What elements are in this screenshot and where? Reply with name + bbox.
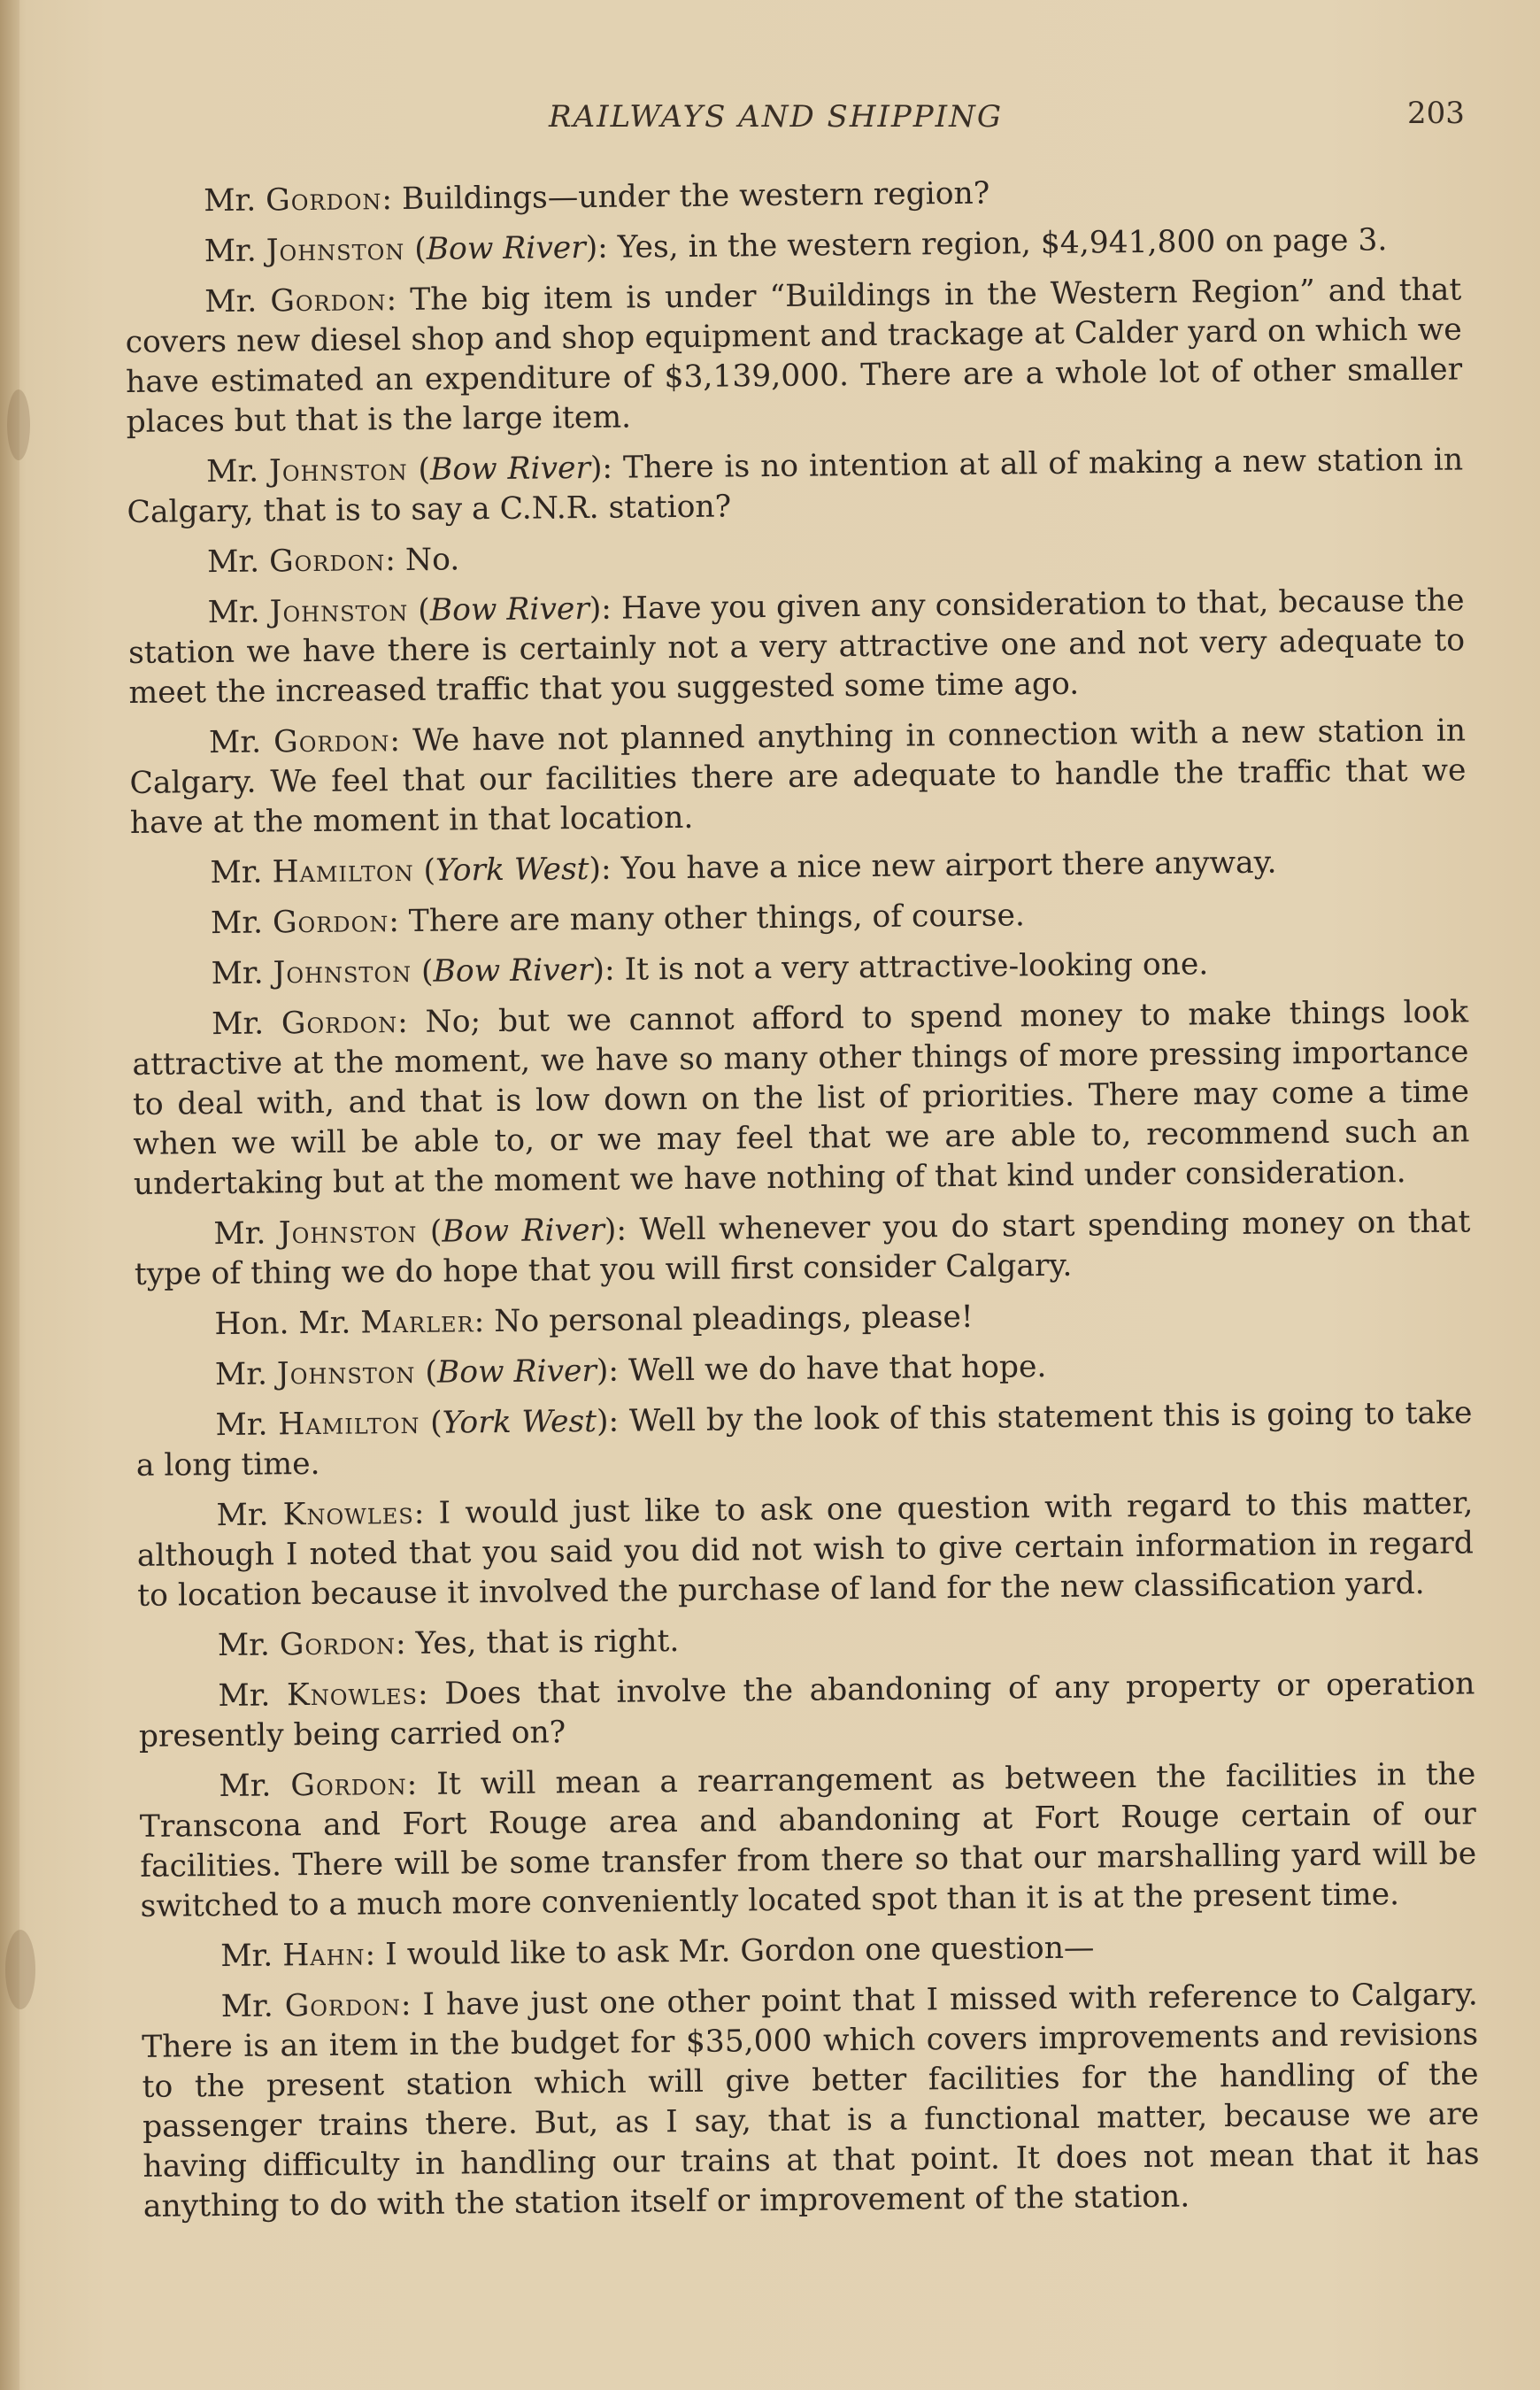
transcript-paragraph [138, 1614, 1475, 1666]
speaker-riding: Bow River [442, 1212, 605, 1250]
transcript-paragraph: Mr. Hamilton (York West): Well by the look of this statement this is going to take a long time. [135, 1395, 1473, 1484]
speech-text: : You have a nice new airport there anyway. [600, 844, 1277, 887]
speech-text: : We have not planned anything in connection with a new station in Calgary. We feel that our facilities there are adequate to handle the traffic that we have at the moment in that location. [129, 713, 1467, 841]
speaker-name: Knowles [286, 1676, 419, 1714]
speaker-name: Knowles [282, 1495, 414, 1533]
transcript-paragraph: Mr. Hamilton (York West): You have a nice new airport there anyway. [210, 844, 1277, 891]
speaker-title: Mr. [205, 453, 270, 490]
transcript-paragraph: Mr. Johnston (Bow River): Have you given any consideration to that, because the station we have there is certainly not a very attractive one and not very adequate to meet the increased traffic that you suggested some time ago. [127, 582, 1466, 711]
speaker-title: Mr. [220, 1938, 283, 1975]
speaker-name: Gordon [284, 1987, 402, 2024]
running-title: RAILWAYS AND SHIPPING [549, 99, 1004, 135]
speaker-name: Gordon [265, 181, 382, 219]
speaker-title: Mr. [211, 955, 273, 992]
speaker-title: Mr. [204, 182, 266, 220]
transcript-body [124, 170, 1480, 2238]
speaker-title: Mr. [214, 1356, 278, 1393]
speech-text: : I would like to ask Mr. Gordon one question— [365, 1930, 1095, 1973]
speaker-name: Gordon [273, 723, 390, 760]
page-header [0, 96, 1540, 152]
speaker-name: Gordon [281, 1005, 398, 1042]
speaker-riding: Bow River [433, 952, 593, 990]
speech-text: : Yes, in the western region, $4,941,800 on page 3. [597, 222, 1388, 266]
speech-text: : Have you given any consideration to that, because the station we have there is certainly not a very attractive one and not very adequate to meet the increased traffic that you suggested some time ago. [127, 582, 1466, 711]
speech-text: : Well we do have that hope. [608, 1349, 1047, 1389]
speech-text: : Does that involve the abandoning of any property or operation presently being carried on? [138, 1666, 1475, 1754]
speaker-name: Hamilton [278, 1405, 420, 1443]
speaker-title: Mr. [206, 544, 270, 581]
page-binding-edge [0, 0, 19, 2390]
speaker-title: Mr. [219, 1768, 291, 1805]
speaker-title: Mr. [210, 854, 273, 891]
page-number: 203 [1407, 96, 1465, 131]
transcript-paragraph [142, 1975, 1481, 2226]
speech-text: : I have just one other point that I missed with reference to Calgary. There is an item in the budget for $35,000 which covers improvements and revisions to the present station which will give better facilities for the handling of the passenger trains there. But, as I say, that is a functional matter, because we are having difficulty in handling our trains at that point. It does not mean that it has anything to do with the station itself or improvement of the station. [142, 1977, 1480, 2224]
speaker-name: Gordon [268, 543, 386, 580]
speaker-title: Mr. [210, 905, 273, 942]
transcript-paragraph [135, 1292, 1471, 1345]
speaker-title: Mr. [215, 1407, 279, 1444]
transcript-paragraph [139, 1754, 1477, 1926]
speaker-title: Mr. [204, 283, 271, 320]
transcript-paragraph [138, 1664, 1475, 1756]
speaker-riding: Bow River [429, 590, 590, 628]
transcript-paragraph [136, 1484, 1474, 1615]
speaker-title: Mr. [207, 594, 270, 631]
speaker-name: Marler [360, 1304, 474, 1341]
speech-text: : Well by the look of this statement this is going to take a long time. [135, 1395, 1473, 1484]
speech-text: : It is not a very attractive-looking one. [604, 946, 1209, 988]
speech-text: : Yes, that is right. [395, 1623, 680, 1662]
speaker-title: Mr. [213, 1215, 280, 1253]
transcript-paragraph [131, 891, 1467, 944]
speech-text: : I would just like to ask one question with regard to this matter, although I noted that you said you did not wish to give certain information in regard to location because it involved the purchase of land for the new classification yard. [136, 1485, 1475, 1614]
speaker-name: Johnston [268, 451, 408, 490]
speaker-title: Mr. [204, 233, 266, 270]
transcript-paragraph [127, 530, 1464, 582]
speaker-title: Mr. [216, 1497, 283, 1534]
transcript-paragraph: Mr. Johnston (Bow River): Well we do have that hope. [214, 1349, 1047, 1393]
speaker-title: Mr. [211, 1006, 282, 1043]
speaker-title: Hon. Mr. [214, 1305, 361, 1343]
speech-text: : There are many other things, of course. [389, 898, 1026, 940]
speech-text: : There is no intention at all of making a new station in Calgary, that is to say a C.N.R. station? [127, 442, 1464, 530]
speech-text: : The big item is under “Buildings in the Western Region” and that covers new diesel shop and shop equipment and trackage at Calder yard on which we have estimated an expenditure of $3,139,000. There are a whole lot of other smaller places but that is the large item. [125, 272, 1463, 440]
transcript-paragraph [132, 992, 1470, 1204]
speech-text: : Well whenever you do start spending money on that type of thing we do hope that you will first consider Calgary. [134, 1204, 1471, 1292]
speaker-riding: York West [435, 851, 589, 889]
binding-stain [7, 389, 30, 460]
speaker-name: Johnston [276, 1354, 416, 1392]
speaker-title: Mr. [220, 1988, 285, 2025]
speech-text: : No. [385, 542, 460, 579]
transcript-paragraph: Mr. Johnston (Bow River): Yes, in the western region, $4,941,800 on page 3. [204, 222, 1388, 270]
speaker-name: Gordon [272, 904, 389, 941]
speaker-name: Gordon [279, 1626, 397, 1663]
speech-text: : It will mean a rearrangement as between the facilities in the Transcona and Fort Rouge area and abandoning at Fort Rouge certain of our facilities. There will be some transfer from there so that our marshalling yard will be switched to a much more conveniently located spot than it is at the present time. [139, 1756, 1477, 1924]
speaker-title: Mr. [217, 1627, 281, 1664]
transcript-paragraph: Mr. Johnston (Bow River): There is no intention at all of making a new station in Calgary, that is to say a C.N.R. station? [127, 442, 1464, 530]
speaker-title: Mr. [218, 1677, 288, 1715]
transcript-paragraph: Mr. Johnston (Bow River): Well whenever you do start spending money on that type of thing we do hope that you will first consider Calgary. [134, 1204, 1471, 1292]
speaker-riding: Bow River [426, 229, 586, 267]
speaker-name: Hahn [282, 1937, 366, 1974]
speech-text: : Buildings—under the western region? [381, 175, 990, 218]
speech-text: : No personal pleadings, please! [474, 1299, 974, 1340]
speaker-name: Johnston [278, 1214, 418, 1252]
speaker-riding: Bow River [436, 1353, 597, 1391]
transcript-paragraph [141, 1924, 1477, 1977]
speaker-riding: York West [442, 1403, 597, 1441]
binding-stain [5, 1930, 35, 2009]
transcript-paragraph [129, 711, 1467, 843]
speaker-title: Mr. [208, 724, 274, 761]
speech-text: : No; but we cannot afford to spend money to make things look attractive at the moment, we have so many other things of more pressing importance to deal with, and that is low down on the list of priorities. There may come a time when we will be able to, or we may feel that we are able to, recommend such an undertaking but at the moment we have nothing of that kind under consideration. [132, 994, 1470, 1202]
speaker-name: Johnston [266, 231, 405, 269]
speaker-name: Hamilton [272, 852, 414, 890]
speaker-riding: Bow River [429, 450, 591, 488]
transcript-paragraph: Mr. Johnston (Bow River): It is not a very attractive-looking one. [211, 946, 1209, 992]
speaker-name: Gordon [290, 1767, 407, 1804]
speaker-name: Gordon [270, 282, 387, 320]
speaker-name: Johnston [273, 953, 412, 991]
transcript-paragraph [125, 271, 1463, 443]
transcript-paragraph [124, 170, 1460, 222]
speaker-name: Johnston [269, 592, 409, 630]
